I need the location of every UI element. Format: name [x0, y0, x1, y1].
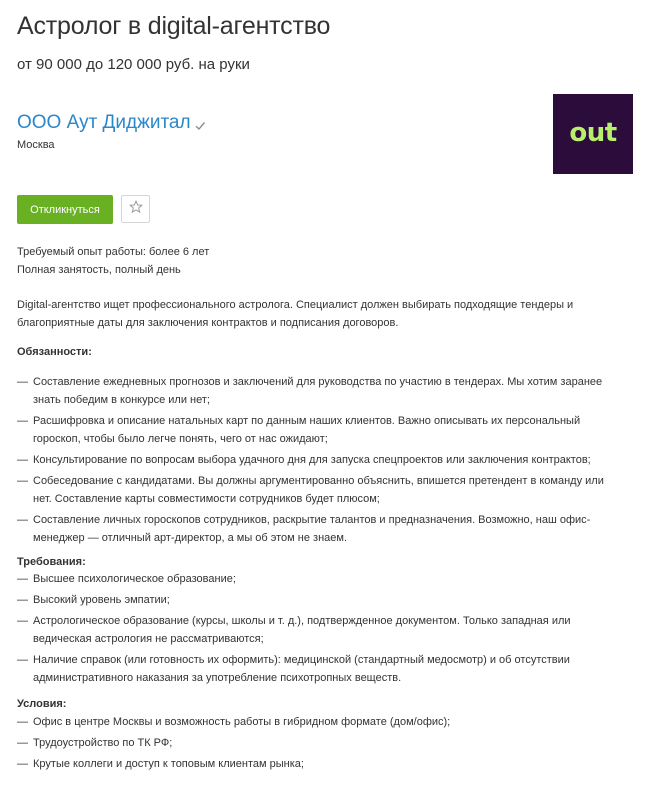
- favorite-button[interactable]: [121, 195, 150, 223]
- list-item: — Расшифровка и описание натальных карт по данным наших клиентов. Важно описывать их персональный гороскоп, чтобы было легче понять, чего от нас ожидают;: [17, 412, 622, 448]
- check-icon: [194, 119, 206, 131]
- conditions-list: [17, 713, 622, 776]
- company-city: Москва: [17, 139, 55, 151]
- company-logo[interactable]: [553, 94, 633, 174]
- list-item: — Астрологическое образование (курсы, школы и т. д.), подтвержденное документом. Только западная или ведическая астрология не рассматриваются;: [17, 612, 622, 648]
- description-intro: Digital-агентство ищет профессионального астролога. Специалист должен выбирать подходящие тендеры и благоприятные даты для заключения контрактов и подписания договоров.: [17, 299, 574, 329]
- list-item: — Составление ежедневных прогнозов и заключений для руководства по участию в тендерах. Мы хотим заранее знать победим в конкурсе или нет;: [17, 373, 622, 409]
- list-item: — Высокий уровень эмпатии;: [17, 591, 622, 609]
- requirements-heading: Требования:: [17, 556, 86, 568]
- vacancy-meta: [17, 243, 209, 279]
- company-logo-text: out: [569, 118, 617, 148]
- requirements-list: [17, 570, 622, 690]
- list-item: — Собеседование с кандидатами. Вы должны аргументированно объяснить, впишется претендент в команду или нет. Составление карты совместимости сотрудников будет плюсом;: [17, 472, 622, 508]
- list-item: — Крутые коллеги и доступ к топовым клиентам рынка;: [17, 755, 622, 773]
- duties-list: [17, 373, 622, 550]
- list-item: — Составление личных гороскопов сотрудников, раскрытие талантов и предназначения. Возможно, наш офис-менеджер — отличный арт-директор, а мы об этом не знаем.: [17, 511, 622, 547]
- duties-heading: Обязанности:: [17, 346, 92, 358]
- salary: от 90 000 до 120 000 руб. на руки: [17, 56, 250, 73]
- list-item: — Трудоустройство по ТК РФ;: [17, 734, 622, 752]
- company-link[interactable]: [17, 112, 206, 134]
- experience-text: Требуемый опыт работы: более 6 лет: [17, 246, 210, 258]
- list-item: — Консультирование по вопросам выбора удачного дня для запуска спецпроектов или заключения контрактов;: [17, 451, 622, 469]
- star-icon: [129, 200, 143, 219]
- page-title: Астролог в digital-агентство: [17, 12, 331, 40]
- employment-text: Полная занятость, полный день: [17, 264, 181, 276]
- list-item: — Высшее психологическое образование;: [17, 570, 622, 588]
- list-item: — Офис в центре Москвы и возможность работы в гибридном формате (дом/офис);: [17, 713, 622, 731]
- list-item: — Наличие справок (или готовность их оформить): медицинской (стандартный медосмотр) и об отсутствии административного наказания за употребление психотропных веществ.: [17, 651, 622, 687]
- respond-button[interactable]: Откликнуться: [17, 195, 113, 224]
- company-name[interactable]: ООО Аут Диджитал: [17, 112, 191, 133]
- conditions-heading: Условия:: [17, 698, 67, 710]
